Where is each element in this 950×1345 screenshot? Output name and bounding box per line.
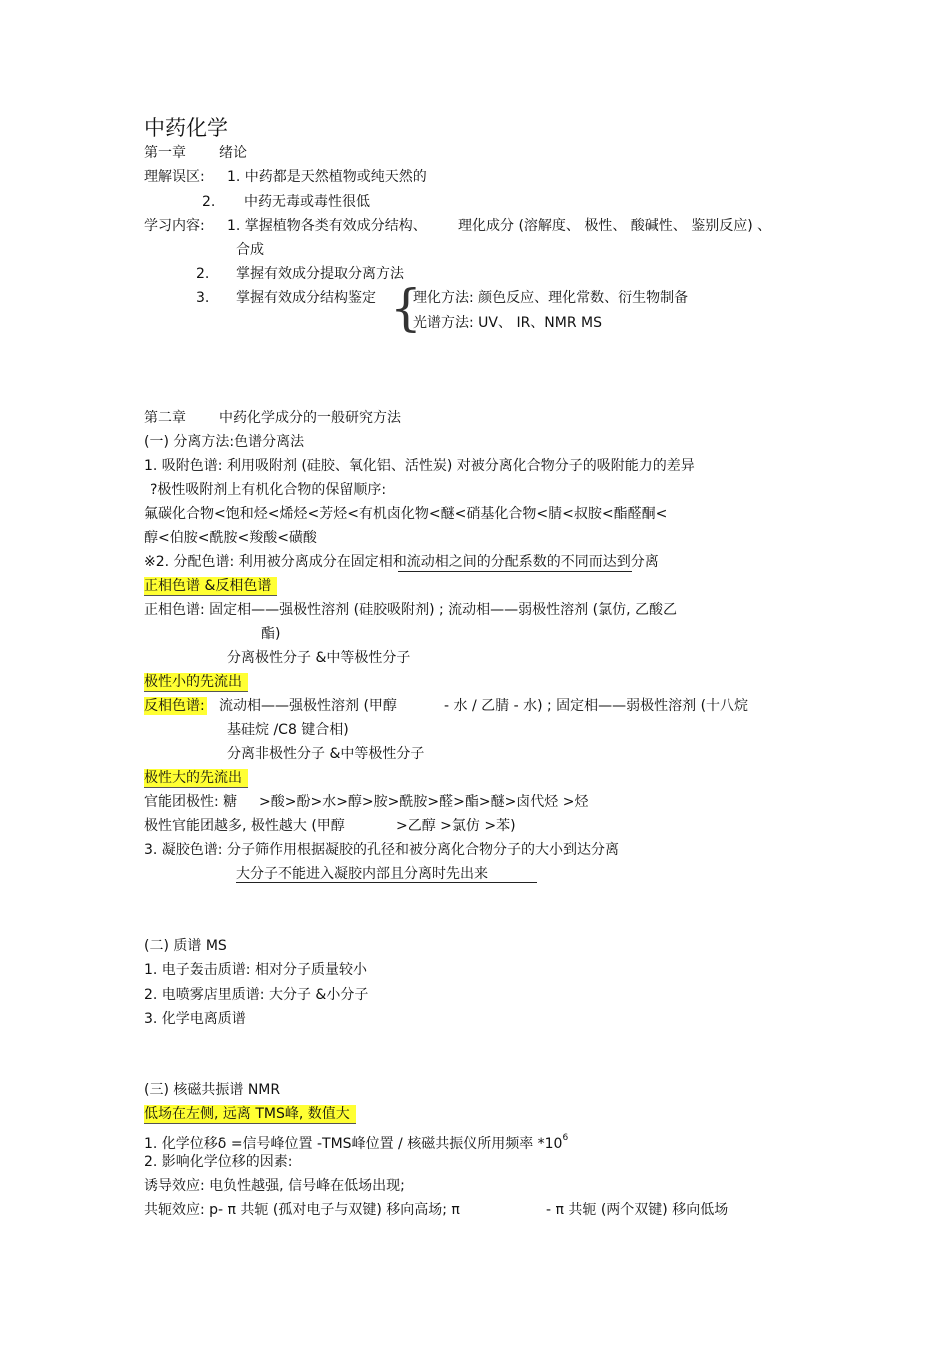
myth-1: 1. 中药都是天然植物或纯天然的	[227, 169, 427, 185]
line-reverse-b: - 水 / 乙腈 - 水) ; 固定相——弱极性溶剂 (十八烷	[444, 698, 749, 714]
line-func-polarity-a: 官能团极性: 糖	[144, 794, 238, 810]
myth-2: 中药无毒或毒性很低	[244, 194, 370, 210]
learn-1b: 理化成分 (溶解度、 极性、 酸碱性、 鉴别反应) 、	[458, 218, 772, 234]
highlight-reverse-label: 反相色谱:	[144, 698, 205, 714]
line-reverse-c: 基硅烷 /C8 键合相)	[227, 722, 349, 738]
learn-2: 掌握有效成分提取分离方法	[236, 266, 404, 282]
highlight-low-field: 低场在左侧, 远离 TMS峰, 数值大	[144, 1104, 356, 1124]
line-normal-phase-b: 酯)	[261, 626, 281, 642]
ms-line-1: 1. 电子轰击质谱: 相对分子质量较小	[144, 962, 367, 978]
line-normal-phase: 正相色谱: 固定相——强极性溶剂 (硅胶吸附剂) ; 流动相——弱极性溶剂 (氯仿, 乙酸乙	[144, 602, 677, 618]
learn-2-num: 2.	[196, 266, 210, 282]
learn-3: 掌握有效成分结构鉴定	[236, 290, 376, 306]
chapter2-label: 第二章	[144, 410, 186, 426]
myth-2-num: 2.	[202, 194, 216, 210]
ms-line-2: 2. 电喷雾店里质谱: 大分子 &小分子	[144, 987, 369, 1003]
section-1: (一) 分离方法:色谱分离法	[144, 434, 305, 450]
nmr-line-4a: 共轭效应: p- π 共轭 (孤对电子与双键) 移向高场; π	[144, 1202, 460, 1218]
section-nmr: (三) 核磁共振谱 NMR	[144, 1082, 281, 1098]
line-order-1: 氟碳化合物<饱和烃<烯烃<芳烃<有机卤化物<醚<硝基化合物<腈<叔胺<酯醛酮<	[144, 506, 668, 522]
learn-3-num: 3.	[196, 290, 210, 306]
line-retention: ?极性吸附剂上有机化合物的保留顺序:	[150, 482, 387, 498]
learn-1a: 1. 掌握植物各类有效成分结构、	[227, 218, 427, 234]
ms-line-3: 3. 化学电离质谱	[144, 1011, 246, 1027]
highlight-normal-reverse: 正相色谱 &反相色谱	[144, 576, 277, 596]
underline	[398, 571, 632, 572]
nmr-line-4b: - π 共轭 (两个双键) 移向低场	[546, 1202, 729, 1218]
chapter2-name: 中药化学成分的一般研究方法	[219, 410, 401, 426]
highlight-large-first: 极性大的先流出	[144, 768, 248, 788]
chapter1-label: 第一章	[144, 145, 186, 161]
section-ms: (二) 质谱 MS	[144, 938, 227, 954]
brace-icon: {	[390, 279, 422, 337]
learn-1c: 合成	[236, 242, 264, 258]
underline	[236, 882, 537, 883]
line-func-polarity-b: >酸>酚>水>醇>胺>酰胺>醛>酯>醚>卤代烃 >烃	[259, 794, 589, 810]
line-order-2: 醇<伯胺<酰胺<羧酸<磺酸	[144, 530, 317, 546]
learn-label: 学习内容:	[144, 218, 205, 234]
page-title: 中药化学	[144, 116, 228, 140]
line-reverse-sep: 分离非极性分子 &中等极性分子	[227, 746, 425, 762]
line-adsorption: 1. 吸附色谱: 利用吸附剂 (硅胶、氧化铝、活性炭) 对被分离化合物分子的吸附能力的差异	[144, 458, 695, 474]
nmr-line-3: 诱导效应: 电负性越强, 信号峰在低场出现;	[144, 1178, 405, 1194]
line-gel-b: 大分子不能进入凝胶内部且分离时先出来	[236, 866, 488, 882]
line-more-polar-a: 极性官能团越多, 极性越大 (甲醇	[144, 818, 345, 834]
line-normal-sep: 分离极性分子 &中等极性分子	[227, 650, 411, 666]
highlight-small-first: 极性小的先流出	[144, 672, 248, 692]
line-partition: ※2. 分配色谱: 利用被分离成分在固定相和流动相之间的分配系数的不同而达到分离	[144, 554, 659, 570]
method-2: 光谱方法: UV、 IR、NMR MS	[413, 315, 602, 331]
myth-label: 理解误区:	[144, 169, 205, 185]
line-gel: 3. 凝胶色谱: 分子筛作用根据凝胶的孔径和被分离化合物分子的大小到达分离	[144, 842, 619, 858]
line-more-polar-b: >乙醇 >氯仿 >苯)	[396, 818, 516, 834]
line-reverse-a: 流动相——强极性溶剂 (甲醇	[219, 698, 397, 714]
nmr-line-1: 1. 化学位移δ =信号峰位置 -TMS峰位置 / 核磁共振仪所用频率 $*10^6$	[144, 1133, 569, 1152]
nmr-line-2: 2. 影响化学位移的因素:	[144, 1154, 293, 1170]
chapter1-name: 绪论	[219, 145, 247, 161]
method-1: 理化方法: 颜色反应、理化常数、衍生物制备	[413, 290, 689, 306]
